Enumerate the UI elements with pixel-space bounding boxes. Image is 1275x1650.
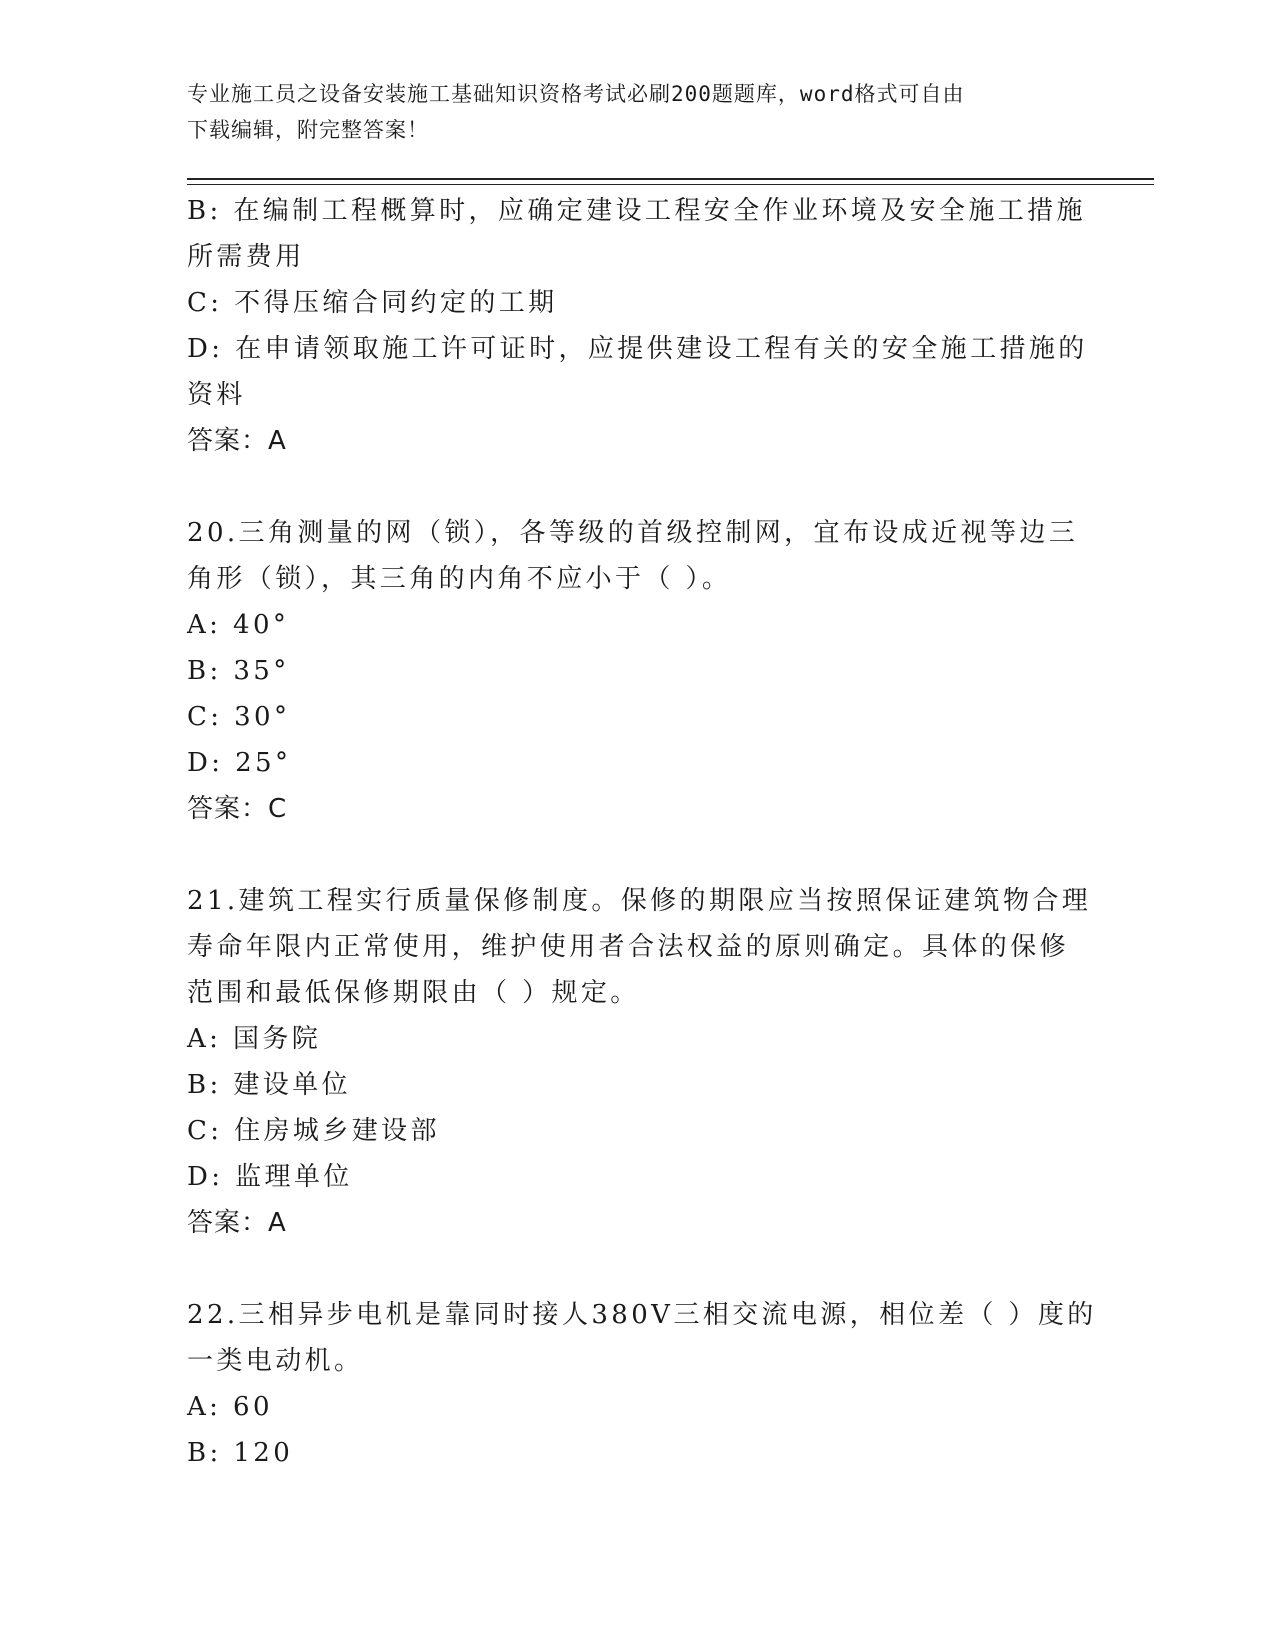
option-a: A: 60	[187, 1392, 273, 1422]
document-body	[187, 188, 1097, 1476]
question-stem-line-2: 寿命年限内正常使用，维护使用者合法权益的原则确定。具体的保修	[187, 932, 1070, 962]
option-b: B: 120	[187, 1438, 294, 1468]
option-d: D: 监理单位	[187, 1162, 353, 1192]
option-b: B: 建设单位	[187, 1070, 351, 1100]
question-stem-line-1: 20.三角测量的网（锁），各等级的首级控制网，宜布设成近视等边三	[187, 518, 1079, 548]
answer: 答案：C	[187, 794, 288, 824]
option-b-line-1: B: 在编制工程概算时，应确定建设工程安全作业环境及安全施工措施	[187, 196, 1086, 226]
question-stem-line-3: 范围和最低保修期限由（ ）规定。	[187, 978, 640, 1008]
question-stem-line-1: 21.建筑工程实行质量保修制度。保修的期限应当按照保证建筑物合理	[187, 886, 1092, 916]
option-b-line-2: 所需费用	[187, 242, 305, 272]
header-line-2: 下载编辑，附完整答案！	[187, 118, 429, 142]
header-rule-thick	[187, 178, 1154, 180]
header-line-1: 专业施工员之设备安装施工基础知识资格考试必刷200题题库，word格式可自由	[187, 82, 965, 106]
option-c: C: 30°	[187, 702, 291, 732]
option-d-line-1: D: 在申请领取施工许可证时，应提供建设工程有关的安全施工措施的	[187, 334, 1088, 364]
option-c: C: 住房城乡建设部	[187, 1116, 440, 1146]
option-a: A: 国务院	[187, 1024, 322, 1054]
option-c: C: 不得压缩合同约定的工期	[187, 288, 558, 318]
question-22	[187, 1292, 1097, 1476]
option-d-line-2: 资料	[187, 380, 246, 410]
question-21	[187, 878, 1092, 1246]
answer: 答案：A	[187, 426, 287, 456]
header-rule-thin	[187, 184, 1154, 185]
option-a: A: 40°	[187, 610, 290, 640]
previous-question	[187, 188, 1087, 464]
question-stem-line-1: 22.三相异步电机是靠同时接人380V三相交流电源，相位差（ ）度的	[187, 1300, 1097, 1330]
option-d: D: 25°	[187, 748, 292, 778]
question-stem-line-2: 一类电动机。	[187, 1346, 364, 1376]
question-20	[187, 510, 1087, 832]
option-b: B: 35°	[187, 656, 290, 686]
question-stem-line-2: 角形（锁），其三角的内角不应小于（ ）。	[187, 564, 732, 594]
answer: 答案：A	[187, 1208, 287, 1238]
page-header	[187, 76, 1067, 148]
